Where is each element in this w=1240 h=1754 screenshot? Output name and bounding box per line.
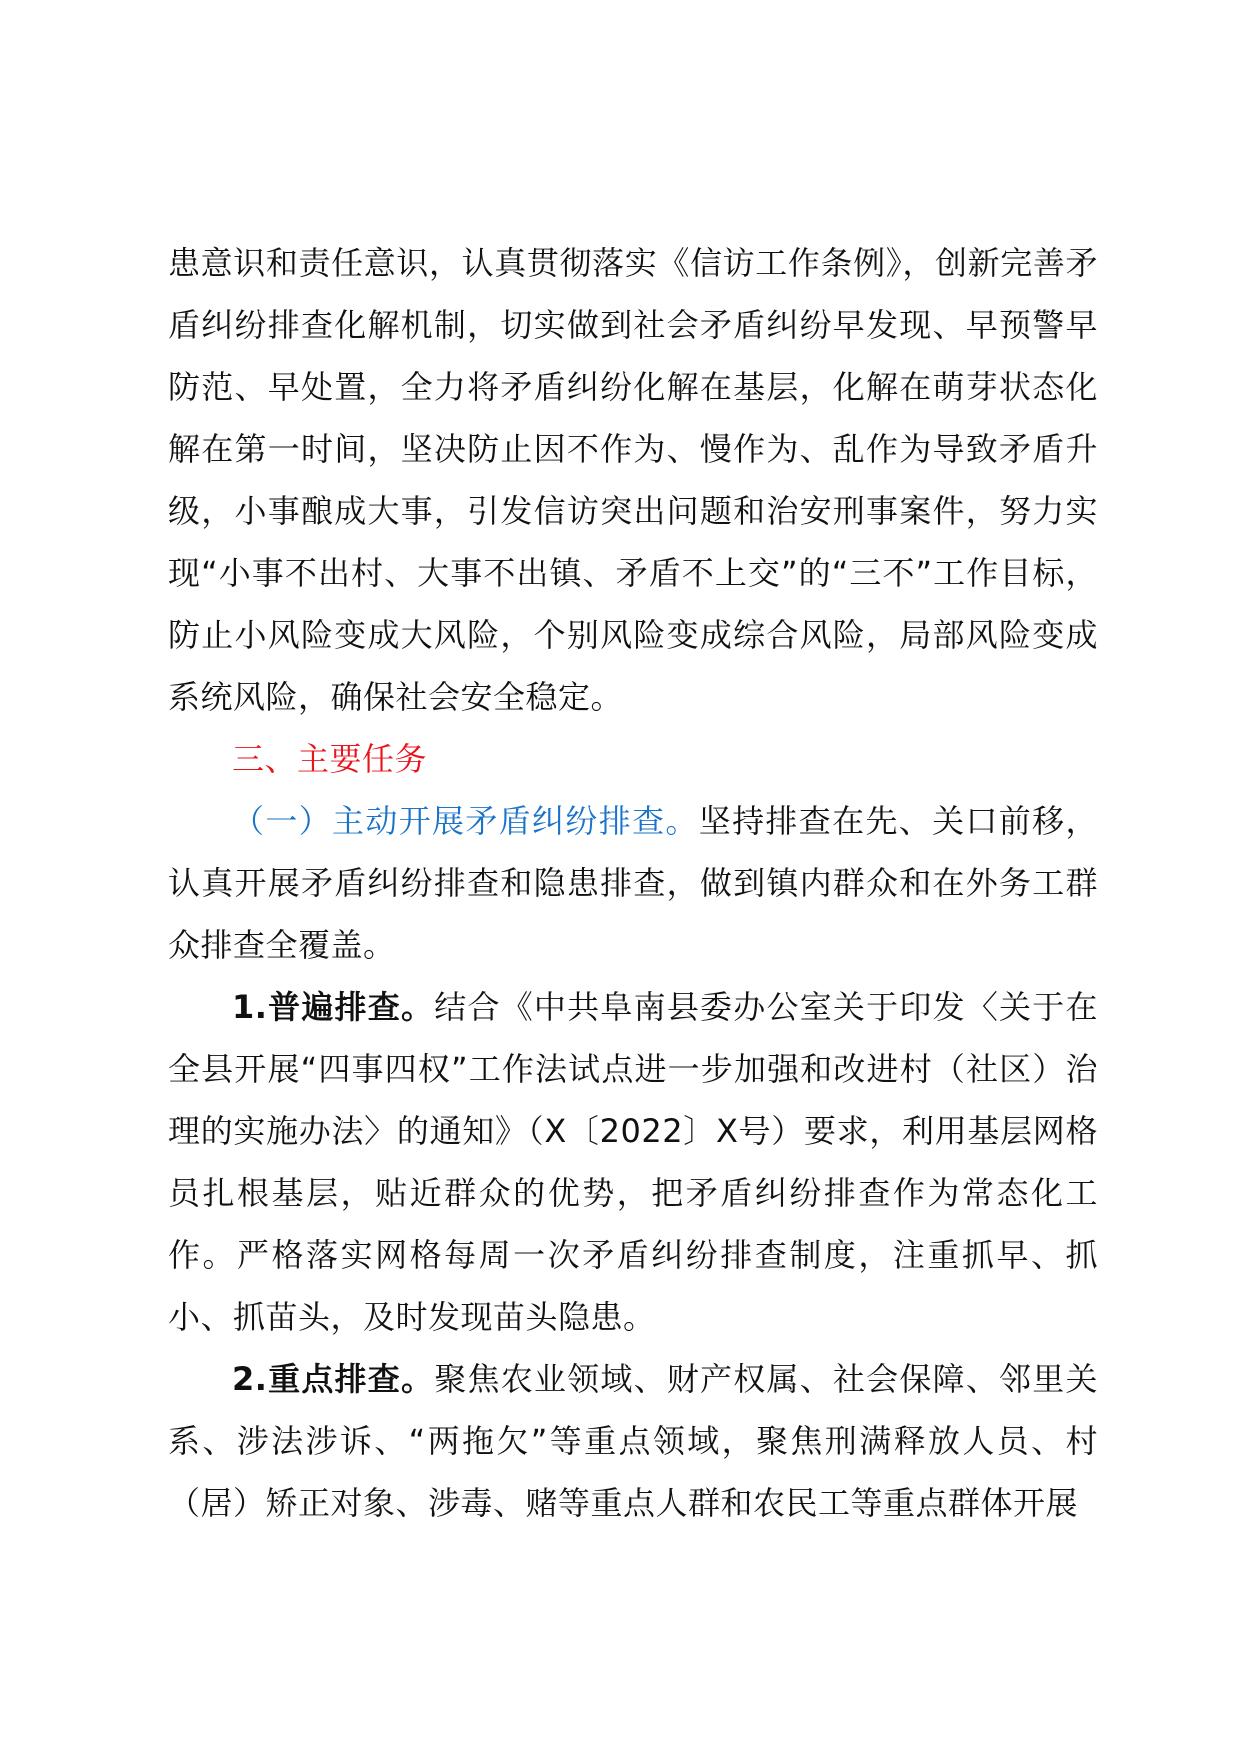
paragraph-continuation: 患意识和责任意识，认真贯彻落实《信访工作条例》，创新完善矛盾纠纷排查化解机制，切实做到社会矛盾纠纷早发现、早预警早防范、早处置，全力将矛盾纠纷化解在基层，化解在萌芽状态化解在第一时间，坚决防止因不作为、慢作为、乱作为导致矛盾升级，小事酿成大事，引发信访突出问题和治安刑事案件，努力实现“小事不出村、大事不出镇、矛盾不上交”的“三不”工作目标，防止小风险变成大风险，个别风险变成综合风险，局部风险变成系统风险，确保社会安全稳定。	[168, 244, 1098, 716]
document-body	[168, 232, 1098, 1534]
subsection-1-paragraph	[168, 790, 1098, 976]
subsection-1-heading: （一）主动开展矛盾纠纷排查。	[232, 802, 699, 840]
subsection-1-text: 坚持排查在先、关口前移，认真开展矛盾纠纷排查和隐患排查，做到镇内群众和在外务工群众排查全覆盖。	[168, 802, 1098, 964]
item-1-title: 1.普遍排查。	[232, 988, 435, 1026]
item-1-text: 结合《中共阜南县委办公室关于印发〈关于在全县开展“四事四权”工作法试点进一步加强和改进村（社区）治理的实施办法〉的通知》（X〔2022〕X号）要求，利用基层网格员扎根基层，贴近群众的优势，把矛盾纠纷排查作为常态化工作。严格落实网格每周一次矛盾纠纷排查制度，注重抓早、抓小、抓苗头，及时发现苗头隐患。	[168, 988, 1098, 1336]
item-1-paragraph	[168, 976, 1098, 1348]
item-2-title: 2.重点排查。	[232, 1360, 435, 1398]
item-2-text: 聚焦农业领域、财产权属、社会保障、邻里关系、涉法涉诉、“两拖欠”等重点领域，聚焦刑满释放人员、村（居）矫正对象、涉毒、赌等重点人群和农民工等重点群体开展	[168, 1360, 1098, 1522]
section-heading-main-tasks: 三、主要任务	[232, 740, 428, 778]
item-2-paragraph	[168, 1348, 1098, 1534]
